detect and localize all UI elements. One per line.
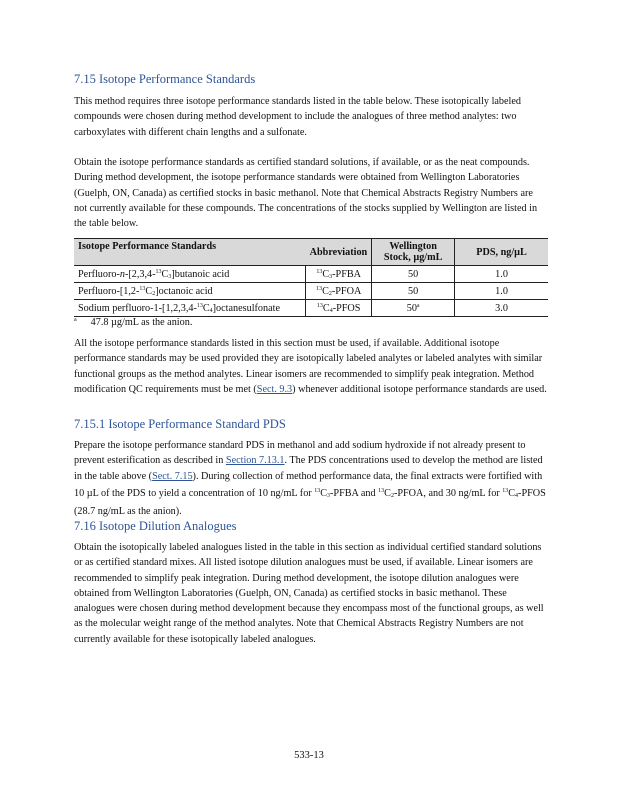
table-row [74, 266, 548, 283]
abbreviation: $^{13}C_2$-PFOA [306, 283, 372, 300]
text: ) whenever additional isotope performance standards are used. [292, 383, 547, 395]
stock-concentration: 50 [372, 283, 455, 300]
text: Prepare the isotope performance standard PDS in methanol and add sodium hydroxide if not already present to prevent esterification as described in [74, 440, 526, 467]
paragraph: Obtain the isotope performance standards as certified standard solutions, if available, or as the neat compounds. During method development, the isotope performance standards were obtained from Wellington Laboratories (Guelph, ON, Canada) as certified stocks in basic methanol. Note that Chemical Abstracts Registry Numbers are not currently available for these compounds. The concentrations of the stocks supplied by Wellington are listed in the table below. [74, 157, 538, 230]
compound-name: Perfluoro-$n-[2,3,4-^{13}C_3]butanoic$ acid [74, 266, 306, 283]
footnote-text: 47.8 µg/mL as the anion. [90, 317, 193, 328]
text: -PFBA and [330, 487, 379, 499]
table-header-row [74, 239, 548, 266]
footnote-mark: a [74, 317, 77, 323]
col-header: Wellington Stock, µg/mL [372, 239, 455, 266]
table-row [74, 300, 548, 317]
text: ). During collection of method performance data, the final extracts were fortified with 10 µL of the PDS to yield a concentration of 10 ng/mL for [74, 470, 543, 499]
text: -PFOS (28.7 ng/mL as the anion). [74, 487, 546, 518]
paragraph: This method requires three isotope performance standards listed in the table below. These isotopically labeled compounds were chosen during method development to include the analogues of three method analytes: two carboxylates with different chain lengths and a sulfonate. [74, 96, 521, 138]
link-sect-7-15[interactable]: Sect. 7.15 [152, 470, 193, 482]
pds-concentration: 1.0 [455, 266, 548, 283]
stock-concentration: 50 [372, 266, 455, 283]
abbreviation: $^{13}C_3$-PFBA [306, 266, 372, 283]
text: -PFOA, and 30 ng/mL for [393, 487, 503, 499]
paragraph [74, 336, 548, 397]
stock-concentration: 50$^a$ [372, 300, 455, 317]
section-heading-7-16: 7.16 Isotope Dilution Analogues [74, 519, 237, 533]
section-heading-7-15-1: 7.15.1 Isotope Performance Standard PDS [74, 417, 286, 431]
pds-concentration: 3.0 [455, 300, 548, 317]
compound-name: Sodium perfluoro-$1-[1,2,3,4-^{13}C_4]octanesulfonate$ [74, 300, 306, 317]
section-heading-7-15: 7.15 Isotope Performance Standards [74, 72, 256, 86]
pds-concentration: 1.0 [455, 283, 548, 300]
page-number: 533-13 [294, 750, 324, 761]
compound-name: Perfluoro-$[1,2-^{13}C_2]octanoic$ acid [74, 283, 306, 300]
abbreviation: $^{13}C_4$-PFOS [306, 300, 372, 317]
paragraph: Obtain the isotopically labeled analogues listed in the table in this section as individual certified standard solutions or as certified standard mixes. All listed isotope dilution analogues must be used, if available. Linear isomers are recommended to simplify peak integration. During method development, the isotope dilution analogues were obtained from Wellington Laboratories (Guelph, ON, Canada) as certified stocks in basic methanol. These analogues were chosen during method development because they encompass most of the functional groups, as well as the molecular weight range of the method analytes. Note that Chemical Abstracts Registry Numbers are not currently available for these isotopically labeled analogues. [74, 542, 544, 645]
isotope-standards-table [74, 238, 548, 317]
paragraph: Prepare the isotope performance standard PDS in methanol and add sodium hydroxide if not already present to prevent esterification as described in Section 7.13.1. The PDS concentrations used to develop the method are listed in the table above (Sect. 7.15). During collection of method performance data, the final extracts were fortified with 10 µL of the PDS to yield a concentration of 10 ng/mL for $^{13}C_3$-PFBA and $^{13}C_2$-PFOA, and 30 ng/mL for $^{13}C_4$-PFOS (28.7 ng/mL as the anion). [74, 440, 546, 518]
col-header: Isotope Performance Standards [74, 239, 306, 266]
text: All the isotope performance standards listed in this section must be used, if available. Additional isotope performance standards may be used provided they are isotopically labeled analytes or labeled analytes with similar functional groups as the method analytes. Linear isomers are recommended to simplify peak integration. Method modification QC requirements must be met ( [74, 338, 543, 395]
col-header: PDS, ng/µL [455, 239, 548, 266]
link-section-7-13-1[interactable]: Section 7.13.1 [225, 455, 285, 467]
text: . The PDS concentrations used to develop the method are listed in the table above ( [74, 455, 543, 482]
table-footnote [74, 317, 192, 328]
link-sect-9-3[interactable]: Sect. 9.3 [256, 383, 293, 395]
col-header: Abbreviation [306, 239, 372, 266]
table-row [74, 283, 548, 300]
